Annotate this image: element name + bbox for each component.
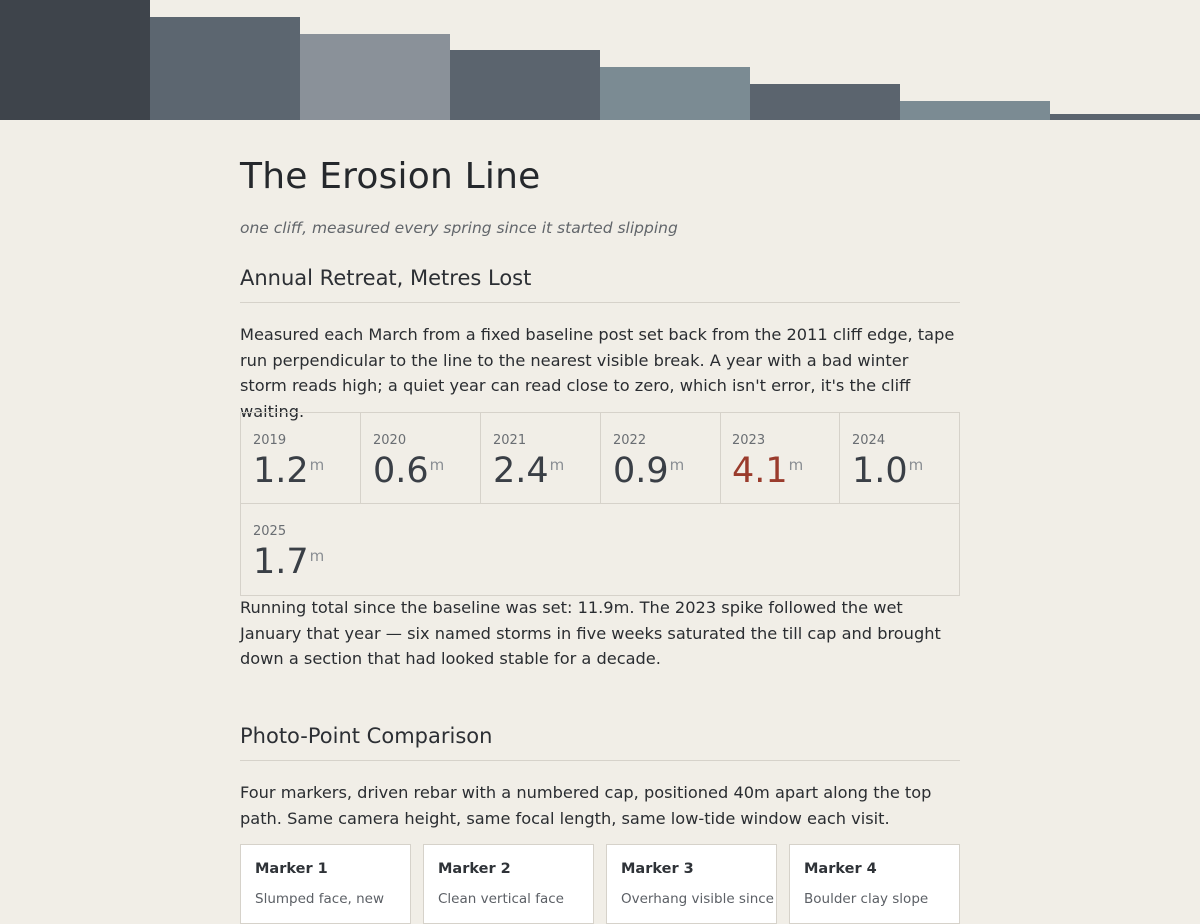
banner-bar — [300, 34, 450, 120]
section-heading-photo: Photo-Point Comparison — [240, 724, 960, 761]
year-label: 2023 — [732, 433, 766, 448]
section-heading-retreat: Annual Retreat, Metres Lost — [240, 266, 960, 303]
retreat-number: 1.7 — [253, 542, 309, 582]
retreat-summary: Running total since the baseline was set: 11.9m. The 2023 spike followed the wet January that year — six named storms in five weeks saturated the till cap and brought down a section that had looked stable for a decade. — [240, 598, 941, 668]
retreat-intro: Measured each March from a fixed baseline post set back from the 2011 cliff edge, tape run perpendicular to the line to the nearest visible break. A year with a bad winter storm reads high; a quiet year can read close to zero, which isn't error, it's the cliff waiting. — [240, 325, 955, 421]
unit-label: m — [549, 456, 565, 474]
year-value — [732, 451, 803, 491]
year-cell — [601, 413, 721, 504]
banner-bar — [450, 50, 600, 120]
banner-bar — [150, 17, 300, 120]
year-cell — [481, 413, 601, 504]
marker-card-4[interactable] — [789, 844, 960, 924]
year-cell — [241, 504, 959, 595]
banner-bar — [1050, 114, 1200, 120]
banner-bar — [600, 67, 750, 120]
year-label: 2025 — [253, 524, 287, 539]
marker-title: Marker 3 — [621, 861, 694, 877]
retreat-number: 1.2 — [253, 451, 309, 491]
banner-bar — [750, 84, 900, 120]
banner-bar — [900, 101, 1050, 120]
year-cell — [720, 413, 840, 504]
year-value — [493, 451, 564, 491]
year-cell — [361, 413, 481, 504]
header-banner — [0, 0, 1200, 120]
year-label: 2020 — [373, 433, 407, 448]
unit-label: m — [908, 456, 924, 474]
retreat-number: 1.0 — [852, 451, 908, 491]
marker-description: Overhang visible since — [621, 891, 774, 907]
marker-card-1[interactable] — [240, 844, 411, 924]
year-value — [852, 451, 923, 491]
marker-description: Slumped face, new — [255, 891, 385, 907]
retreat-number: 4.1 — [732, 451, 788, 491]
year-value — [253, 542, 324, 582]
page-subtitle: one cliff, measured every spring since it started slipping — [240, 219, 678, 237]
marker-card-3[interactable] — [606, 844, 777, 924]
marker-title: Marker 2 — [438, 861, 511, 877]
marker-title: Marker 1 — [255, 861, 328, 877]
year-label: 2022 — [613, 433, 647, 448]
photo-intro: Four markers, driven rebar with a numbered cap, positioned 40m apart along the top path. Same camera height, same focal length, same low-tide window each visit. — [240, 783, 932, 828]
year-label: 2019 — [253, 433, 287, 448]
marker-card-2[interactable] — [423, 844, 594, 924]
unit-label: m — [788, 456, 804, 474]
page-title: The Erosion Line — [240, 156, 541, 197]
year-label: 2024 — [852, 433, 886, 448]
retreat-number: 0.6 — [373, 451, 429, 491]
retreat-number: 0.9 — [613, 451, 669, 491]
marker-description: Clean vertical face — [438, 891, 564, 907]
year-cell — [241, 413, 361, 504]
unit-label: m — [309, 547, 325, 565]
marker-cards — [240, 844, 960, 924]
year-cell — [840, 413, 959, 504]
marker-title: Marker 4 — [804, 861, 877, 877]
retreat-number: 2.4 — [493, 451, 549, 491]
unit-label: m — [429, 456, 445, 474]
banner-bar — [0, 0, 150, 120]
unit-label: m — [669, 456, 685, 474]
year-value — [373, 451, 444, 491]
year-value — [613, 451, 684, 491]
unit-label: m — [309, 456, 325, 474]
year-label: 2021 — [493, 433, 527, 448]
year-value — [253, 451, 324, 491]
marker-description: Boulder clay slope — [804, 891, 929, 907]
retreat-grid — [240, 412, 960, 596]
